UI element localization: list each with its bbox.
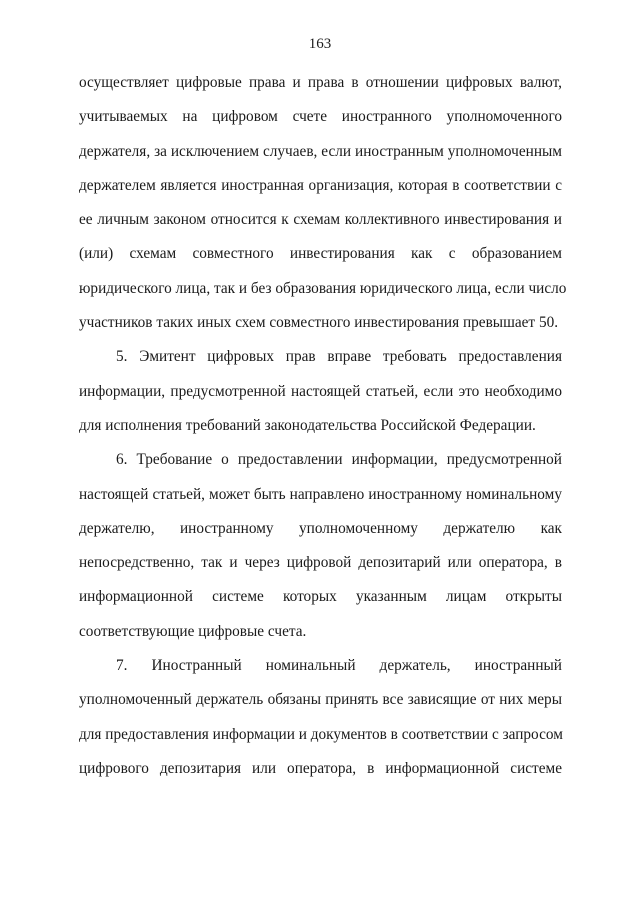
text-line: цифрового депозитария или оператора, в информационной системе <box>79 759 562 777</box>
text-line: 5. Эмитент цифровых прав вправе требовать предоставления <box>116 348 562 366</box>
text-line: непосредственно, так и через цифровой депозитарий или оператора, в <box>79 554 562 572</box>
text-line: учитываемых на цифровом счете иностранного уполномоченного <box>79 108 562 126</box>
text-line: ее личным законом относится к схемам коллективного инвестирования и <box>79 211 562 229</box>
text-line: осуществляет цифровые права и права в отношении цифровых валют, <box>79 74 562 91</box>
text-line: держателем является иностранная организация, которая в соответствии с <box>79 176 562 194</box>
text-line: юридического лица, так и без образования юридического лица, если число <box>79 279 567 297</box>
text-line: уполномоченный держатель обязаны принять все зависящие от них меры <box>79 691 562 709</box>
text-line: информации, предусмотренной настоящей статьей, если это необходимо <box>79 382 562 400</box>
text-line: информационной системе которых указанным лицам открыты <box>79 588 562 606</box>
text-line: для предоставления информации и документов в соответствии с запросом <box>79 725 563 743</box>
text-line: для исполнения требований законодательства Российской Федерации. <box>79 416 536 434</box>
text-line: настоящей статьей, может быть направлено иностранному номинальному <box>79 485 562 503</box>
text-line: участников таких иных схем совместного инвестирования превышает 50. <box>79 314 559 332</box>
text-line: соответствующие цифровые счета. <box>79 622 307 640</box>
text-line: держателю, иностранному уполномоченному держателю как <box>79 519 562 537</box>
text-line: 7. Иностранный номинальный держатель, иностранный <box>116 657 562 675</box>
text-line: (или) схемам совместного инвестирования как с образованием <box>79 245 562 263</box>
body-text <box>79 71 567 791</box>
page-number: 163 <box>308 36 332 52</box>
text-line: 6. Требование о предоставлении информации, предусмотренной <box>116 451 562 469</box>
text-line: держателя, за исключением случаев, если иностранным уполномоченным <box>79 142 562 160</box>
